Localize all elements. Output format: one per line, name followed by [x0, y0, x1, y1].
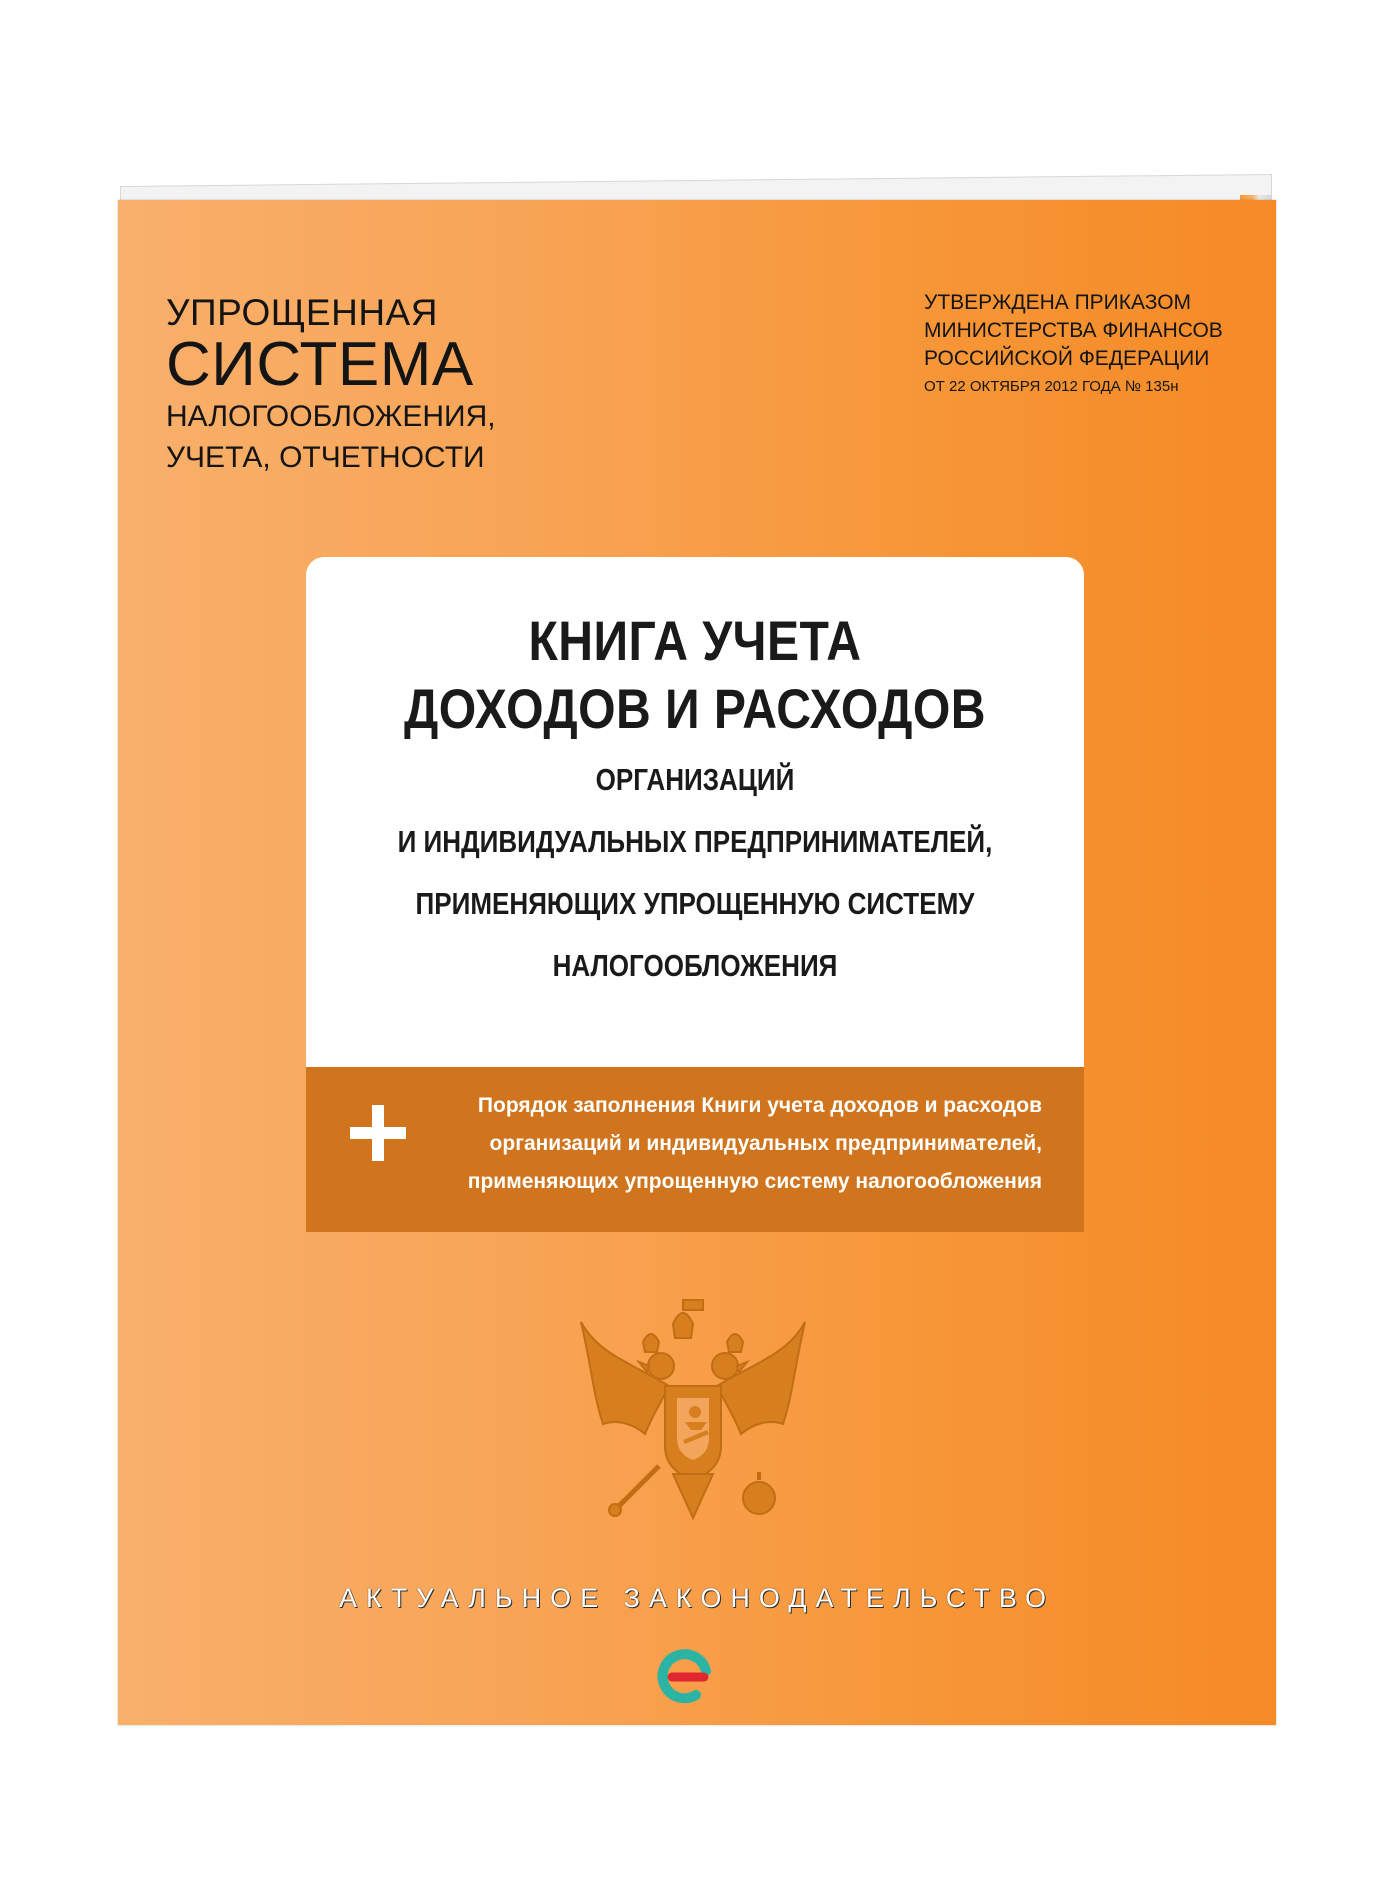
title-panel: [306, 557, 1084, 1067]
publisher-logo-icon: [656, 1649, 712, 1705]
coat-of-arms-emblem-icon: [573, 1294, 813, 1530]
series-line-2: СИСТЕМА: [166, 330, 474, 399]
approval-line-3: РОССИЙСКОЙ ФЕДЕРАЦИИ: [924, 347, 1210, 370]
book-subtitle-line-3: ПРИМЕНЯЮЩИХ УПРОЩЕННУЮ СИСТЕМУ: [415, 886, 975, 921]
book-title-line-1: КНИГА УЧЕТА: [528, 609, 862, 672]
book-subtitle-line-1: ОРГАНИЗАЦИЙ: [595, 762, 795, 797]
supplement-line-3: применяющих упрощенную систему налогообложения: [467, 1170, 1042, 1193]
approval-note: [924, 289, 1223, 401]
plus-icon: [350, 1105, 406, 1161]
approval-line-1: УТВЕРЖДЕНА ПРИКАЗОМ: [924, 291, 1192, 314]
supplement-line-1: Порядок заполнения Книги учета доходов и расходов: [477, 1094, 1042, 1117]
series-line-3: НАЛОГООБЛОЖЕНИЯ,: [166, 400, 496, 433]
book-title-line-2: ДОХОДОВ И РАСХОДОВ: [404, 677, 986, 740]
series-line-4: УЧЕТА, ОТЧЕТНОСТИ: [166, 441, 485, 474]
book-subtitle-line-4: НАЛОГООБЛОЖЕНИЯ: [552, 948, 838, 983]
supplement-line-2: организаций и индивидуальных предпринимателей,: [489, 1132, 1042, 1155]
approval-line-2: МИНИСТЕРСТВА ФИНАНСОВ: [924, 319, 1223, 342]
book-cover: [118, 200, 1276, 1725]
supplement-band: [306, 1067, 1084, 1232]
supplement-text: [468, 1087, 1042, 1201]
footer-series-title: АКТУАЛЬНОЕ ЗАКОНОДАТЕЛЬСТВО: [338, 1583, 1055, 1613]
book-subtitle-line-2: И ИНДИВИДУАЛЬНЫХ ПРЕДПРИНИМАТЕЛЕЙ,: [397, 824, 993, 859]
approval-line-4: ОТ 22 ОКТЯБРЯ 2012 ГОДА № 135н: [924, 378, 1179, 395]
series-title: [166, 292, 496, 478]
series-line-1: УПРОЩЕННАЯ: [166, 292, 438, 333]
